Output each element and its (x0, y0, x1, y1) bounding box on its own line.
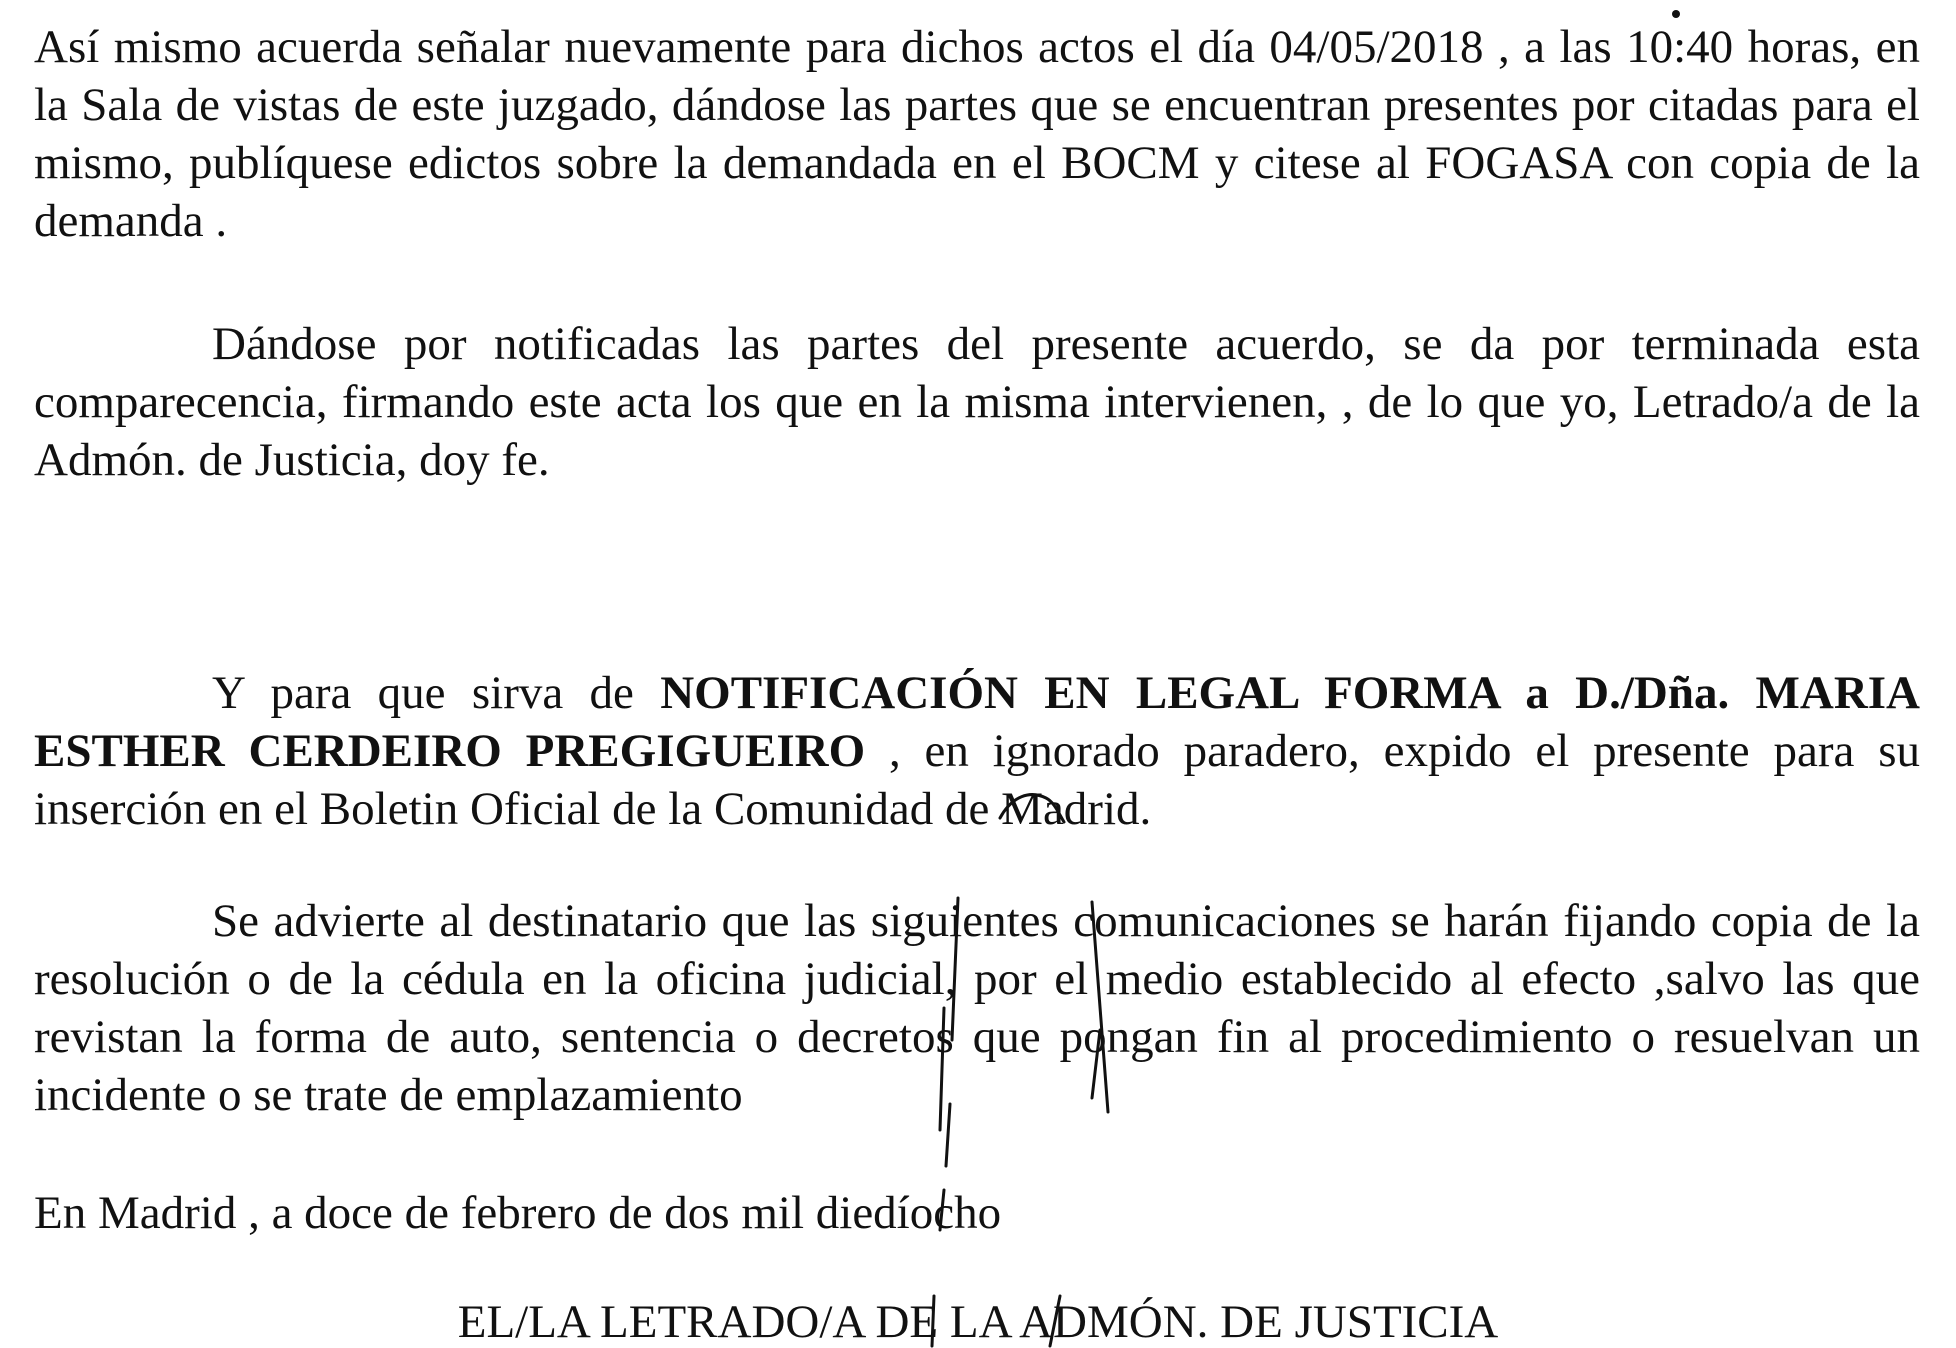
legal-notice-intro: Y para que sirva de (212, 667, 661, 719)
paragraph-notification-closing: Dándose por notificadas las partes del presente acuerdo, se da por terminada esta comparecencia, firmando este acta los que en la misma intervienen, , de lo que yo, Letrado/a de la Admón. de Justicia, doy fe. (34, 318, 1920, 486)
legal-notice-rest: , en ignorado paradero, expido el presente para su inserción en el Boletin Oficial de la Comunidad de Madrid. (34, 725, 1920, 835)
paragraph-legal-notice (34, 664, 1920, 838)
legal-notice-recipient: NOTIFICACIÓN EN LEGAL FORMA a D./Dña. MARIA ESTHER CERDEIRO PREGIGUEIRO (34, 667, 1920, 777)
paragraph-hearing-date: Así mismo acuerda señalar nuevamente para dichos actos el día 04/05/2018 , a las 10:40 horas, en la Sala de vistas de este juzgado, dándose las partes que se encuentran presentes por citadas para el mismo, publíquese edictos sobre la demandada en el BOCM y citese al FOGASA con copia de la demanda . (34, 21, 1920, 247)
signature-heading: EL/LA LETRADO/A DE LA ADMÓN. DE JUSTICIA (457, 1296, 1499, 1348)
date-line: En Madrid , a doce de febrero de dos mil diedíocho (34, 1187, 1002, 1239)
paragraph-recipient-warning: Se advierte al destinatario que las siguientes comunicaciones se harán fijando copia de la resolución o de la cédula en la oficina judicial, por el medio establecido al efecto ,salvo las que revistan la forma de auto, sentencia o decretos que pongan fin al procedimiento o resuelvan un incidente o se trate de emplazamiento (34, 895, 1920, 1121)
ink-dot (1672, 10, 1680, 18)
